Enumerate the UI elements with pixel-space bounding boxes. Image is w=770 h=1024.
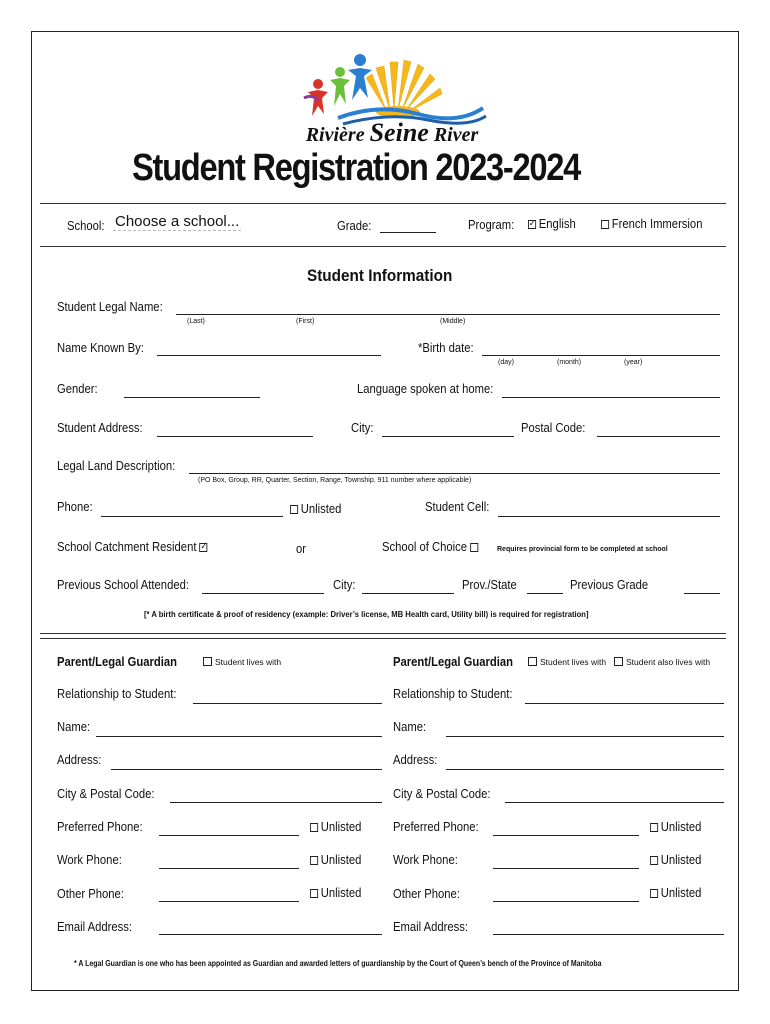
guardian1-header: Parent/Legal Guardian (57, 655, 178, 669)
guardian2-address-field[interactable] (446, 769, 724, 770)
known-by-label: Name Known By: (57, 341, 144, 355)
guardian2-lives-with-option[interactable] (528, 657, 606, 667)
french-label: French Immersion (611, 217, 703, 231)
guardian2-pref-unlisted[interactable] (650, 820, 701, 834)
gender-label: Gender: (57, 382, 98, 396)
guardian1-pref-unlisted[interactable] (310, 820, 361, 834)
cell-field[interactable] (498, 516, 720, 517)
guardian1-lives-with-label: Student lives with (215, 657, 282, 667)
catchment-option[interactable] (57, 540, 210, 554)
address-field[interactable] (157, 436, 313, 437)
phone-label: Phone: (57, 500, 93, 514)
catchment-label: School Catchment Resident (57, 540, 197, 554)
guardian1-name-label: Name: (57, 720, 91, 734)
guardian2-other-phone-label: Other Phone: (393, 887, 460, 901)
guardian2-pref-phone-field[interactable] (493, 835, 639, 836)
english-checkbox[interactable] (528, 220, 536, 229)
guardian2-work-phone-label: Work Phone: (393, 853, 458, 867)
guardian1-lives-with-option[interactable] (203, 657, 281, 667)
guardian2-city-field[interactable] (505, 802, 724, 803)
last-hint: (Last) (187, 318, 205, 325)
prev-grade-field[interactable] (684, 593, 720, 594)
guardian2-email-label: Email Address: (393, 920, 469, 934)
choice-note: Requires provincial form to be completed at school (497, 546, 668, 553)
known-by-field[interactable] (157, 355, 381, 356)
land-hint: (PO Box, Group, RR, Quarter, Section, Range, Township, 911 number where applicable) (198, 477, 472, 484)
page-title: Student Registration 2023-2024 (132, 147, 581, 189)
school-select[interactable] (113, 213, 299, 231)
choice-option[interactable] (382, 540, 481, 554)
phone-field[interactable] (101, 516, 283, 517)
guardian2-other-unlisted-label: Unlisted (660, 886, 702, 900)
school-select-value: Choose a school... (115, 213, 240, 230)
guardian1-pref-phone-label: Preferred Phone: (57, 820, 143, 834)
guardian1-email-field[interactable] (159, 934, 382, 935)
guardian1-other-phone-field[interactable] (159, 901, 299, 902)
grade-field[interactable] (380, 232, 436, 233)
land-field[interactable] (189, 473, 720, 474)
prov-field[interactable] (527, 593, 563, 594)
logo-text-seine: Seine (369, 118, 429, 147)
guardian2-relationship-label: Relationship to Student: (393, 687, 513, 701)
guardian2-lives-with-checkbox[interactable] (528, 657, 537, 666)
phone-unlisted-checkbox[interactable] (290, 505, 298, 514)
guardian2-pref-phone-label: Preferred Phone: (393, 820, 479, 834)
guardian2-email-field[interactable] (493, 934, 724, 935)
city-field[interactable] (382, 436, 514, 437)
guardian1-work-unlisted-checkbox[interactable] (310, 856, 318, 865)
guardian1-email-label: Email Address: (57, 920, 133, 934)
guardian2-name-label: Name: (393, 720, 427, 734)
guardian1-relationship-label: Relationship to Student: (57, 687, 177, 701)
guardian2-lives-with-label: Student lives with (540, 657, 607, 667)
school-division-logo (298, 48, 488, 147)
grade-label: Grade: (337, 219, 372, 233)
legal-name-label: Student Legal Name: (57, 300, 163, 314)
guardian2-also-lives-checkbox[interactable] (614, 657, 623, 666)
prev-grade-label: Previous Grade (570, 578, 649, 592)
guardian1-pref-phone-field[interactable] (159, 835, 299, 836)
guardian1-work-unlisted[interactable] (310, 853, 361, 867)
guardian2-relationship-field[interactable] (525, 703, 724, 704)
guardian2-pref-unlisted-label: Unlisted (660, 820, 702, 834)
divider-top (40, 203, 726, 204)
guardian2-header: Parent/Legal Guardian (393, 655, 514, 669)
postal-field[interactable] (597, 436, 720, 437)
middle-hint: (Middle) (440, 318, 466, 325)
prev-city-label: City: (333, 578, 356, 592)
birth-date-label: *Birth date: (418, 341, 474, 355)
divider-top-2 (40, 246, 726, 247)
logo-text-riviere: Rivière (305, 124, 365, 146)
school-label: School: (67, 219, 105, 233)
phone-unlisted-label: Unlisted (300, 502, 342, 516)
guardian2-name-field[interactable] (446, 736, 724, 737)
divider-guardian-1 (40, 633, 726, 634)
guardian2-other-unlisted[interactable] (650, 886, 701, 900)
guardian2-city-label: City & Postal Code: (393, 787, 491, 801)
guardian1-other-unlisted-checkbox[interactable] (310, 889, 318, 898)
guardian2-work-unlisted[interactable] (650, 853, 701, 867)
guardian1-lives-with-checkbox[interactable] (203, 657, 212, 666)
catchment-checkbox[interactable] (200, 543, 208, 552)
guardian2-also-lives-label: Student also lives with (626, 657, 711, 667)
logo-graphic (298, 48, 488, 128)
program-english-option[interactable] (528, 217, 576, 231)
guardian2-work-unlisted-label: Unlisted (660, 853, 702, 867)
guardian1-other-phone-label: Other Phone: (57, 887, 124, 901)
french-checkbox[interactable] (601, 220, 609, 229)
logo-text-river: River (433, 124, 479, 146)
first-hint: (First) (296, 318, 315, 325)
language-field[interactable] (502, 397, 720, 398)
birth-date-field[interactable] (482, 355, 720, 356)
student-info-header: Student Information (307, 266, 453, 285)
or-label: or (296, 542, 307, 556)
program-label: Program: (468, 218, 515, 232)
guardian1-address-field[interactable] (111, 769, 382, 770)
guardian1-name-field[interactable] (96, 736, 382, 737)
logo-wordmark (282, 118, 502, 148)
guardian2-work-phone-field[interactable] (493, 868, 639, 869)
footer-note: * A Legal Guardian is one who has been appointed as Guardian and awarded letters of guardianship by the Court of Queen’s bench of the Province of Manitoba (74, 958, 602, 968)
guardian1-work-unlisted-label: Unlisted (320, 853, 362, 867)
guardian2-other-phone-field[interactable] (493, 901, 639, 902)
prev-city-field[interactable] (362, 593, 454, 594)
prev-school-field[interactable] (202, 593, 324, 594)
guardian1-city-field[interactable] (170, 802, 382, 803)
guardian1-address-label: Address: (57, 753, 102, 767)
postal-label: Postal Code: (521, 421, 586, 435)
guardian2-work-unlisted-checkbox[interactable] (650, 856, 658, 865)
guardian2-other-unlisted-checkbox[interactable] (650, 889, 658, 898)
divider-guardian-2 (40, 638, 726, 639)
month-hint: (month) (557, 359, 582, 366)
birth-certificate-note: [* A birth certificate & proof of residency (example: Driver’s license, MB Health card, Utility bill) is required for registration] (144, 609, 589, 619)
guardian1-relationship-field[interactable] (193, 703, 382, 704)
english-label: English (538, 217, 576, 231)
phone-unlisted-option[interactable] (290, 502, 341, 516)
guardian1-other-unlisted-label: Unlisted (320, 886, 362, 900)
guardian2-address-label: Address: (393, 753, 438, 767)
cell-label: Student Cell: (425, 500, 490, 514)
guardian1-work-phone-field[interactable] (159, 868, 299, 869)
guardian1-pref-unlisted-checkbox[interactable] (310, 823, 318, 832)
day-hint: (day) (498, 359, 514, 366)
choice-checkbox[interactable] (470, 543, 478, 552)
prov-label: Prov./State (462, 578, 517, 592)
year-hint: (year) (624, 359, 643, 366)
guardian2-pref-unlisted-checkbox[interactable] (650, 823, 658, 832)
choice-label: School of Choice (382, 540, 468, 554)
language-label: Language spoken at home: (357, 382, 494, 396)
address-label: Student Address: (57, 421, 143, 435)
guardian2-also-lives-option[interactable] (614, 657, 710, 667)
legal-name-field[interactable] (176, 314, 720, 315)
prev-school-label: Previous School Attended: (57, 578, 189, 592)
guardian1-work-phone-label: Work Phone: (57, 853, 122, 867)
land-label: Legal Land Description: (57, 459, 176, 473)
gender-field[interactable] (124, 397, 260, 398)
program-french-option[interactable] (601, 217, 702, 231)
city-label: City: (351, 421, 374, 435)
guardian1-other-unlisted[interactable] (310, 886, 361, 900)
guardian1-pref-unlisted-label: Unlisted (320, 820, 362, 834)
guardian1-city-label: City & Postal Code: (57, 787, 155, 801)
